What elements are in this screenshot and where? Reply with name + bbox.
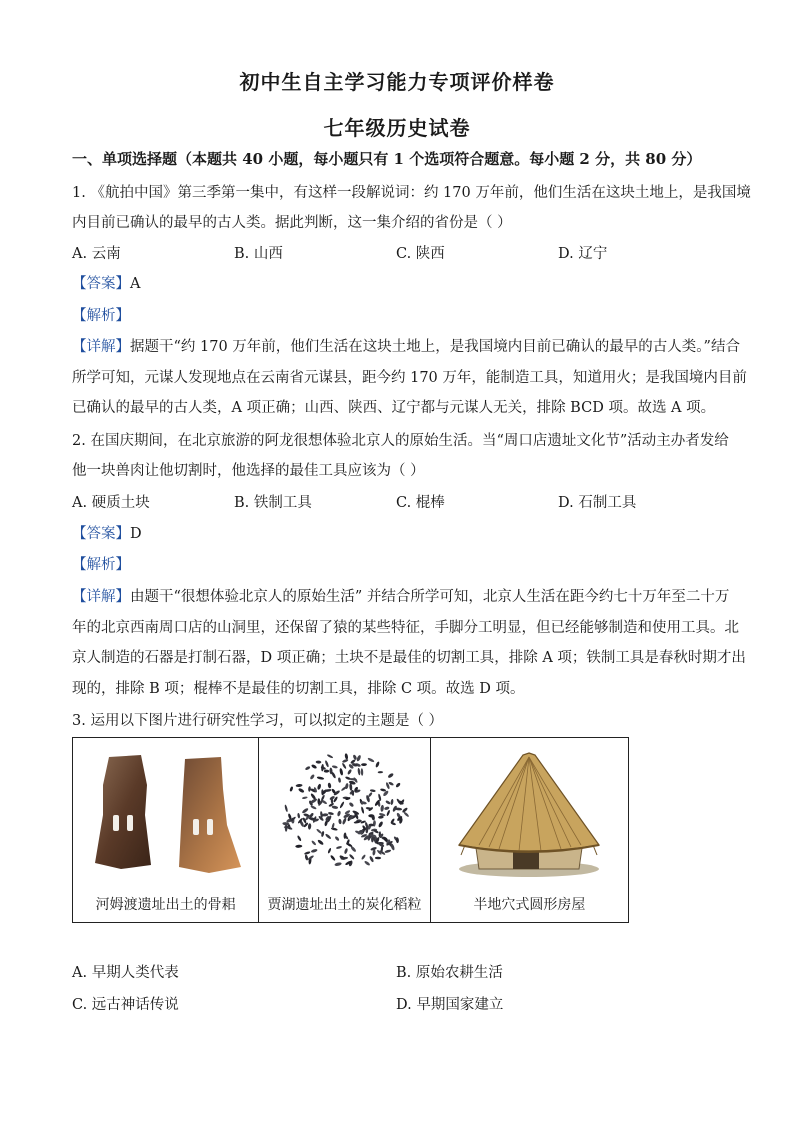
- q2-detail-line1: [72, 587, 730, 607]
- bone-spade-icon: [81, 745, 251, 883]
- q2-answer-value: D: [130, 526, 142, 542]
- q2-detail-tag: 【详解】: [72, 589, 130, 605]
- q1-analysis-tag: 【解析】: [72, 308, 130, 324]
- q1-option-c: C. 陕西: [396, 246, 445, 262]
- q3-cell-round-house: [430, 738, 628, 923]
- section-heading: 一、单项选择题（本题共 40 小题，每小题只有 1 个选项符合题意。每小题 2 分，共 80 分）: [72, 150, 702, 168]
- q1-option-b: B. 山西: [234, 246, 283, 262]
- thatched-house-icon: [449, 745, 609, 883]
- q2-stem-line2: 他一块兽肉让他切割时，他选择的最佳工具应该为（ ）: [72, 463, 425, 479]
- round-house-image: [431, 744, 628, 884]
- q2-option-d: D. 石制工具: [558, 495, 637, 511]
- q3-option-b: B. 原始农耕生活: [396, 965, 503, 981]
- exam-subtitle: 七年级历史试卷: [323, 116, 471, 140]
- q2-option-c: C. 棍棒: [396, 495, 445, 511]
- caption-round-house: 半地穴式圆形房屋: [473, 897, 586, 913]
- q1-option-d: D. 辽宁: [558, 246, 608, 262]
- q2-detail-text1: 由题干“很想体验北京人的原始生活” 并结合所学可知，北京人生活在距今约七十万年至二十万: [130, 589, 730, 605]
- q1-answer-tag: 【答案】: [72, 276, 130, 292]
- q1-answer-value: A: [130, 276, 141, 292]
- q1-answer: [72, 274, 140, 294]
- q3-cell-rice-grains: [259, 738, 430, 923]
- q1-option-a: A. 云南: [72, 246, 121, 262]
- q2-analysis-tag: 【解析】: [72, 557, 130, 573]
- q2-detail-line3: 京人制造的石器是打制石器，D 项正确；土块不是最佳的切割工具，排除 A 项；铁制工具是春秋时期才出: [72, 650, 746, 666]
- q1-detail-line3: 已确认的最早的古人类，A 项正确；山西、陕西、辽宁都与元谋人无关，排除 BCD 项。故选 A 项。: [72, 400, 716, 416]
- q1-stem-line1: 1. 《航拍中国》第三季第一集中，有这样一段解说词：约 170 万年前，他们生活在这块土地上，是我国境: [72, 185, 751, 201]
- q3-option-c: C. 远古神话传说: [72, 997, 179, 1013]
- q2-answer: [72, 524, 142, 544]
- q2-option-a: A. 硬质土块: [72, 495, 150, 511]
- q3-stem-line1: 3. 运用以下图片进行研究性学习，可以拟定的主题是（ ）: [72, 713, 444, 729]
- q2-option-b: B. 铁制工具: [234, 495, 312, 511]
- q3-cell-bone-spade: [73, 738, 259, 923]
- rice-grains-icon: [270, 745, 420, 883]
- q1-detail-line2: 所学可知，元谋人发现地点在云南省元谋县，距今约 170 万年，能制造工具，知道用火；是我国境内目前: [72, 370, 747, 386]
- q3-option-d: D. 早期国家建立: [396, 997, 504, 1013]
- q2-detail-line2: 年的北京西南周口店的山洞里，还保留了猿的某些特征，手脚分工明显，但已经能够制造和使用工具。北: [72, 620, 739, 636]
- exam-title: 初中生自主学习能力专项评价样卷: [239, 70, 555, 94]
- q1-stem-line2: 内目前已确认的最早的古人类。据此判断，这一集介绍的省份是（ ）: [72, 215, 512, 231]
- bone-spade-image: [73, 744, 258, 884]
- q2-answer-tag: 【答案】: [72, 526, 130, 542]
- q1-detail-tag: 【详解】: [72, 339, 130, 355]
- q3-option-a: A. 早期人类代表: [72, 965, 179, 981]
- q1-detail-text1: 据题干“约 170 万年前，他们生活在这块土地上，是我国境内目前已确认的最早的古人类。”结合: [130, 339, 740, 355]
- caption-bone-spade: 河姆渡遗址出土的骨耜: [95, 897, 236, 913]
- caption-rice-grains: 贾湖遗址出土的炭化稻粒: [267, 897, 422, 913]
- q2-detail-line4: 现的，排除 B 项；棍棒不是最佳的切割工具，排除 C 项。故选 D 项。: [72, 681, 525, 697]
- rice-grains-image: [259, 744, 429, 884]
- q2-stem-line1: 2. 在国庆期间，在北京旅游的阿龙很想体验北京人的原始生活。当“周口店遗址文化节”活动主办者发给: [72, 433, 729, 449]
- q3-image-table: [72, 737, 629, 923]
- q1-detail-line1: [72, 337, 740, 357]
